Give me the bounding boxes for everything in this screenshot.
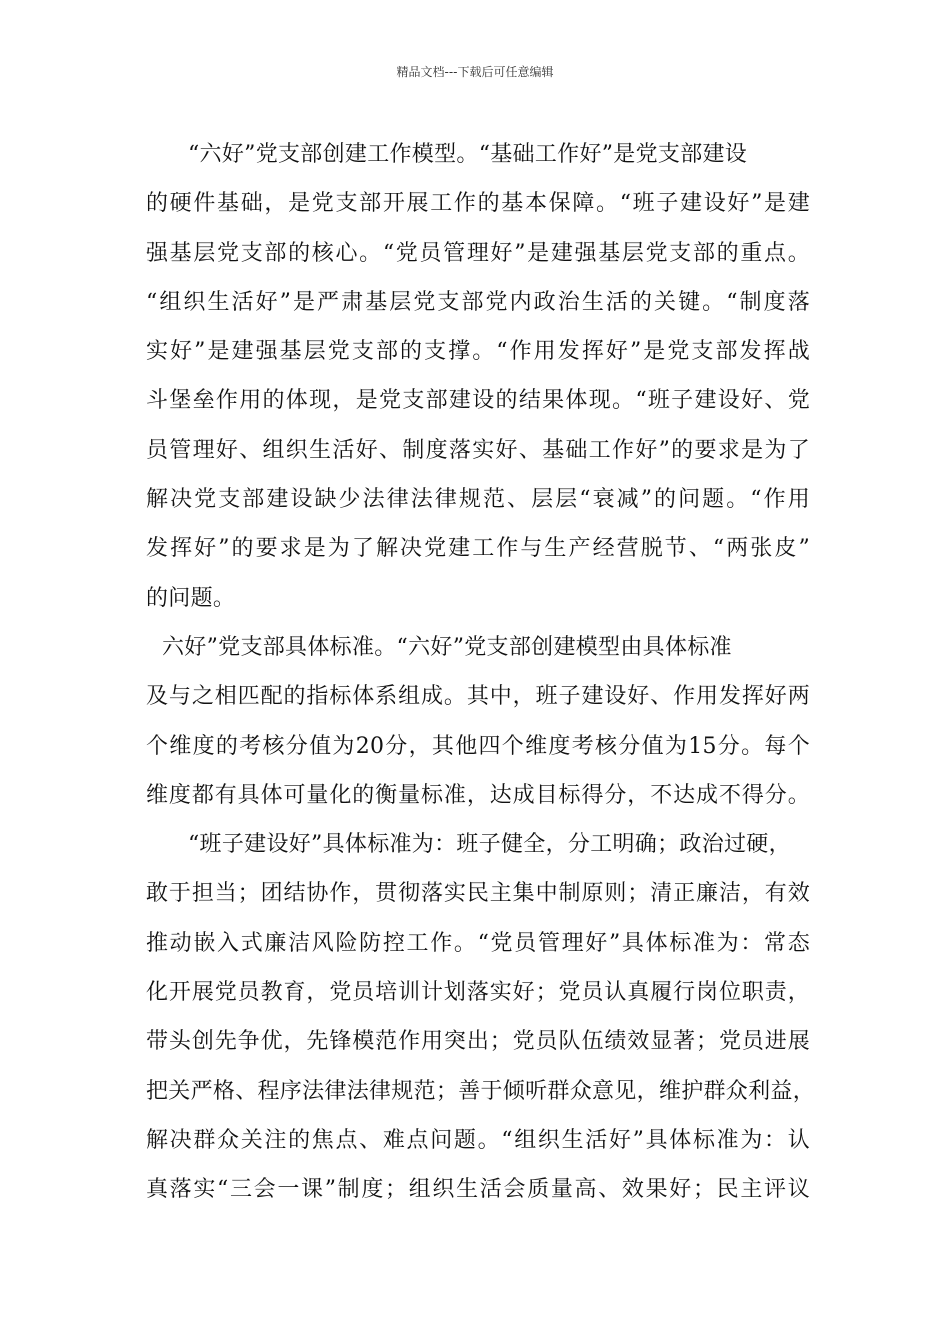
paragraph-line: 发挥好”的要求是为了解决党建工作与生产经营脱节、“两张皮” bbox=[146, 536, 810, 562]
paragraph-line: 的硬件基础，是党支部开展工作的基本保障。“班子建设好”是建 bbox=[146, 191, 810, 217]
paragraph-line: 斗堡垒作用的体现，是党支部建设的结果体现。“班子建设好、党 bbox=[146, 388, 810, 414]
paragraph-line: 推动嵌入式廉洁风险防控工作。“党员管理好”具体标准为：常态 bbox=[146, 930, 810, 956]
paragraph-line: 解决党支部建设缺少法律法律规范、层层“衰减”的问题。“作用 bbox=[146, 487, 810, 513]
paragraph-line: 维度都有具体可量化的衡量标准，达成目标得分，不达成不得分。 bbox=[146, 782, 810, 808]
paragraph-line: 带头创先争优，先锋模范作用突出；党员队伍绩效显著；党员进展 bbox=[146, 1029, 810, 1055]
paragraph-line: 的问题。 bbox=[146, 585, 236, 611]
paragraph-line: 实好”是建强基层党支部的支撑。“作用发挥好”是党支部发挥战 bbox=[146, 339, 810, 365]
page-header: 精品文档---下载后可任意编辑 bbox=[396, 65, 554, 79]
paragraph-line: 真落实“三会一课”制度；组织生活会质量高、效果好；民主评议 bbox=[146, 1177, 810, 1203]
paragraph-line: 化开展党员教育，党员培训计划落实好；党员认真履行岗位职责， bbox=[146, 980, 810, 1006]
paragraph-line: 敢于担当；团结协作，贯彻落实民主集中制原则；清正廉洁，有效 bbox=[146, 881, 810, 907]
paragraph-line: 员管理好、组织生活好、制度落实好、基础工作好”的要求是为了 bbox=[146, 437, 810, 463]
document-body bbox=[146, 130, 816, 1215]
paragraph-line: “班子建设好”具体标准为：班子健全，分工明确；政治过硬， bbox=[188, 832, 791, 858]
paragraph-line: 解决群众关注的焦点、难点问题。“组织生活好”具体标准为：认 bbox=[146, 1127, 810, 1153]
paragraph-line: 强基层党支部的核心。“党员管理好”是建强基层党支部的重点。 bbox=[146, 240, 810, 266]
paragraph-line: 把关严格、程序法律法律规范；善于倾听群众意见，维护群众利益， bbox=[146, 1078, 816, 1104]
paragraph-line: “组织生活好”是严肃基层党支部党内政治生活的关键。“制度落 bbox=[146, 289, 810, 315]
paragraph-line: “六好”党支部创建工作模型。“基础工作好”是党支部建设 bbox=[188, 142, 748, 167]
paragraph-line: 六好”党支部具体标准。“六好”党支部创建模型由具体标准 bbox=[162, 634, 732, 660]
paragraph-line: 及与之相匹配的指标体系组成。其中，班子建设好、作用发挥好两 bbox=[146, 684, 810, 710]
paragraph-line: 个维度的考核分值为20分，其他四个维度考核分值为15分。每个 bbox=[146, 733, 810, 759]
